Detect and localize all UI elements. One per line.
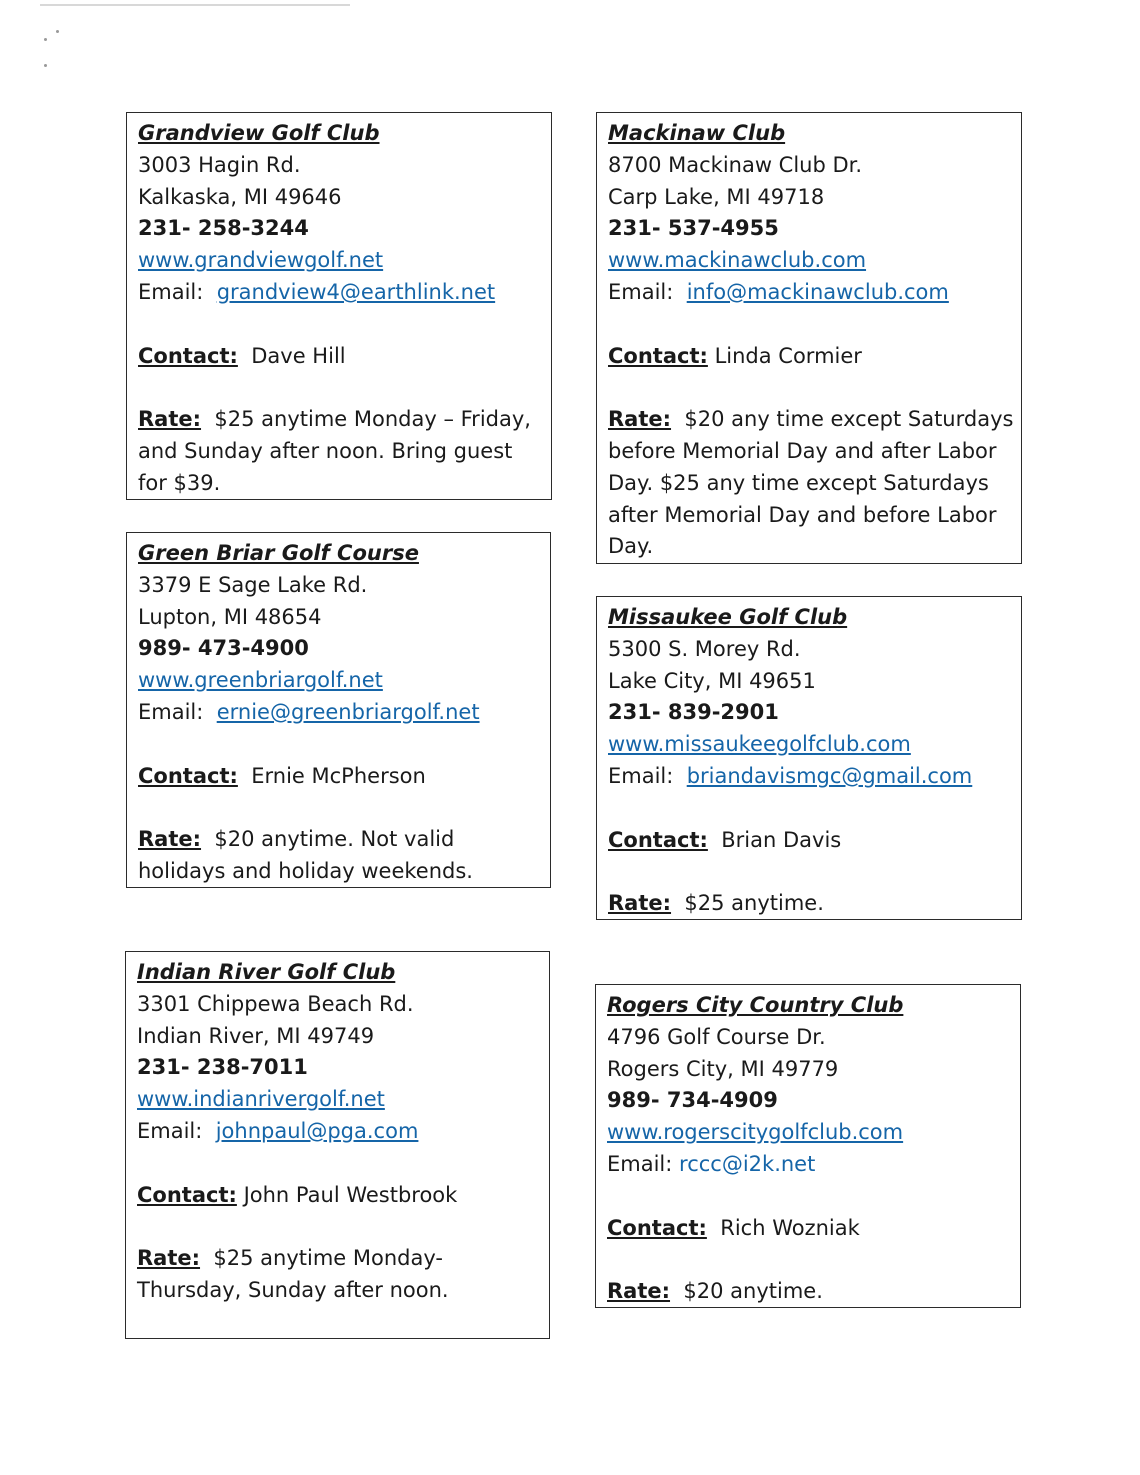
contact-label: Contact: [608,343,708,368]
club-city: Carp Lake, MI 49718 [608,184,825,209]
club-card-rogers-city [595,984,1021,1308]
club-city: Rogers City, MI 49779 [607,1056,839,1081]
contact-label: Contact: [608,827,708,852]
club-phone: 231- 238-7011 [137,1055,308,1080]
club-contact: Rich Wozniak [720,1215,860,1240]
club-card-mackinaw [596,112,1022,564]
club-email-link[interactable]: rccc@i2k.net [679,1151,816,1176]
club-name: Indian River Golf Club [137,960,396,984]
club-phone: 989- 473-4900 [138,636,309,661]
club-address: 3379 E Sage Lake Rd. [138,572,368,597]
club-city: Indian River, MI 49749 [137,1023,375,1048]
email-label: Email: [138,699,204,724]
club-website-link[interactable]: www.grandviewgolf.net [138,248,384,273]
scan-speck [56,30,59,33]
rate-label: Rate: [138,407,202,432]
club-rate-line: $25 anytime Monday – Friday, [214,407,531,432]
club-card-grandview [126,112,552,500]
email-label: Email: [137,1118,203,1143]
club-rate-line: holidays and holiday weekends. [138,858,473,883]
club-contact: Ernie McPherson [251,763,426,788]
club-rate-line: $20 anytime. [683,1279,823,1304]
club-rate-line: and Sunday after noon. Bring guest [138,438,513,463]
rate-label: Rate: [607,1279,671,1304]
club-name: Grandview Golf Club [138,121,380,145]
club-email-link[interactable]: info@mackinawclub.com [686,279,949,304]
club-name: Green Briar Golf Course [138,541,419,565]
club-address: 5300 S. Morey Rd. [608,636,801,661]
club-rate-line: before Memorial Day and after Labor [608,438,997,463]
club-rate-line: for $39. [138,470,221,495]
email-label: Email: [608,763,674,788]
club-name: Rogers City Country Club [607,993,904,1017]
club-rate-line: $25 anytime. [684,891,824,916]
club-phone: 231- 258-3244 [138,216,309,241]
club-email-link[interactable]: grandview4@earthlink.net [216,279,496,304]
club-email-link[interactable]: ernie@greenbriargolf.net [216,699,480,724]
club-website-link[interactable]: www.indianrivergolf.net [137,1087,385,1112]
club-website-link[interactable]: www.missaukeegolfclub.com [608,732,911,757]
club-rate-line: $20 any time except Saturdays [684,407,1014,432]
club-email-link[interactable]: johnpaul@pga.com [215,1118,419,1143]
club-contact: John Paul Westbrook [243,1182,458,1207]
club-address: 3003 Hagin Rd. [138,152,301,177]
club-website-link[interactable]: www.rogerscitygolfclub.com [607,1120,904,1145]
email-label: Email: [608,279,674,304]
club-name: Mackinaw Club [608,121,786,145]
club-address: 8700 Mackinaw Club Dr. [608,152,863,177]
club-email-link[interactable]: briandavismgc@gmail.com [686,763,973,788]
scan-artifact-line [40,4,350,6]
club-city: Lake City, MI 49651 [608,668,816,693]
club-phone: 231- 537-4955 [608,216,779,241]
club-rate-line: $25 anytime Monday- [213,1246,443,1271]
club-card-missaukee [596,596,1022,920]
rate-label: Rate: [138,827,202,852]
club-city: Kalkaska, MI 49646 [138,184,342,209]
rate-label: Rate: [608,407,672,432]
contact-label: Contact: [138,343,238,368]
rate-label: Rate: [608,891,672,916]
club-rate-line: after Memorial Day and before Labor [608,502,997,527]
email-label: Email: [607,1151,673,1176]
club-address: 4796 Golf Course Dr. [607,1024,826,1049]
club-phone: 231- 839-2901 [608,700,779,725]
club-card-indian-river [125,951,550,1339]
club-card-green-briar [126,532,551,888]
contact-label: Contact: [607,1215,707,1240]
club-contact: Linda Cormier [714,343,862,368]
club-address: 3301 Chippewa Beach Rd. [137,991,414,1016]
club-website-link[interactable]: www.greenbriargolf.net [138,668,383,693]
email-label: Email: [138,279,204,304]
club-website-link[interactable]: www.mackinawclub.com [608,248,867,273]
contact-label: Contact: [137,1182,237,1207]
club-phone: 989- 734-4909 [607,1088,778,1113]
club-contact: Dave Hill [251,343,346,368]
club-contact: Brian Davis [721,827,842,852]
contact-label: Contact: [138,763,238,788]
rate-label: Rate: [137,1246,201,1271]
scan-speck [44,38,47,41]
club-rate-line: Day. $25 any time except Saturdays [608,470,989,495]
club-name: Missaukee Golf Club [608,605,848,629]
club-rate-line: Thursday, Sunday after noon. [137,1277,449,1302]
scan-speck [44,64,47,67]
club-city: Lupton, MI 48654 [138,604,322,629]
club-rate-line: $20 anytime. Not valid [214,827,455,852]
club-rate-line: Day. [608,534,654,559]
